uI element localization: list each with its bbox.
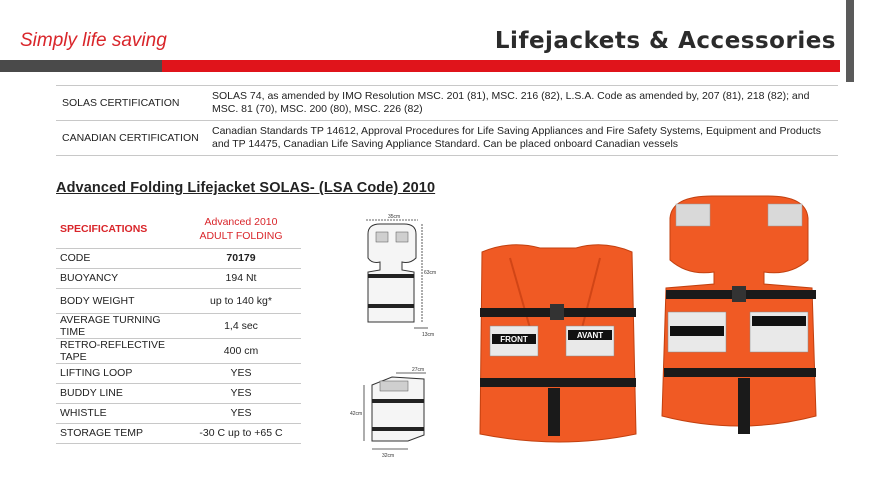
spec-label: WHISTLE [56,403,181,423]
certification-label: CANADIAN CERTIFICATION [56,121,206,156]
dim-bottom-depth: 27cm [412,367,425,373]
spec-label: BODY WEIGHT [56,288,181,313]
specs-header-label: SPECIFICATIONS [56,210,181,248]
folded-lifejacket-drawing [352,365,444,460]
spec-value: 400 cm [181,338,301,363]
spec-value: up to 140 kg* [181,288,301,313]
avant-label: AVANT [576,331,604,340]
page-title: Lifejackets & Accessories [494,28,836,54]
page-edge-bar [846,0,854,82]
spec-label: RETRO-REFLECTIVE TAPE [56,338,181,363]
specifications-table [56,210,301,444]
spec-row [56,248,301,268]
spec-row [56,403,301,423]
spec-row [56,423,301,443]
certification-text: Canadian Standards TP 14612, Approval Procedures for Life Saving Appliances and Fire Safety Systems, Equipment and Products and TP 14475, Canadian Life Saving Appliance Standard. Can be placed onboard Canadian vessels [206,121,838,156]
spec-row [56,268,301,288]
spec-value: YES [181,363,301,383]
model-line-1: Advanced 2010 [204,215,278,228]
certification-row [56,86,838,121]
spec-label: BUOYANCY [56,268,181,288]
specs-header-row [56,210,301,248]
certification-table [56,85,838,156]
spec-row [56,288,301,313]
dim-bottom-height: 42cm [350,411,363,417]
dim-top-height: 63cm [424,270,437,276]
spec-value: YES [181,403,301,423]
dim-top-width: 35cm [388,214,401,220]
spec-row [56,338,301,363]
spec-value: 70179 [181,248,301,268]
header-bar-grey [0,60,162,72]
unfolded-lifejacket-photo [652,192,826,452]
spec-value: -30 C up to +65 C [181,423,301,443]
model-name [181,210,301,248]
certification-label: SOLAS CERTIFICATION [56,86,206,121]
model-line-2: ADULT FOLDING [199,229,283,242]
folded-lifejacket-photo [470,238,645,453]
dim-bottom-width: 32cm [382,453,395,459]
spec-row [56,383,301,403]
front-label: FRONT [500,335,528,344]
header-bar-red [162,60,840,72]
certification-text: SOLAS 74, as amended by IMO Resolution MSC. 201 (81), MSC. 216 (82), L.S.A. Code as amended by, 207 (81), 218 (82); and MSC. 81 (70), MSC. 200 (80), MSC. 226 (82) [206,86,838,121]
certification-row [56,121,838,156]
unfolded-lifejacket-drawing [352,212,444,342]
spec-label: CODE [56,248,181,268]
brand-tagline: Simply life saving [20,30,167,51]
spec-label: AVERAGE TURNING TIME [56,313,181,338]
spec-value: 194 Nt [181,268,301,288]
spec-row [56,363,301,383]
spec-value: YES [181,383,301,403]
dim-top-depth: 13cm [422,332,435,338]
spec-label: LIFTING LOOP [56,363,181,383]
spec-row [56,313,301,338]
spec-label: STORAGE TEMP [56,423,181,443]
product-title: Advanced Folding Lifejacket SOLAS- (LSA Code) 2010 [56,180,436,196]
spec-value: 1,4 sec [181,313,301,338]
spec-label: BUDDY LINE [56,383,181,403]
